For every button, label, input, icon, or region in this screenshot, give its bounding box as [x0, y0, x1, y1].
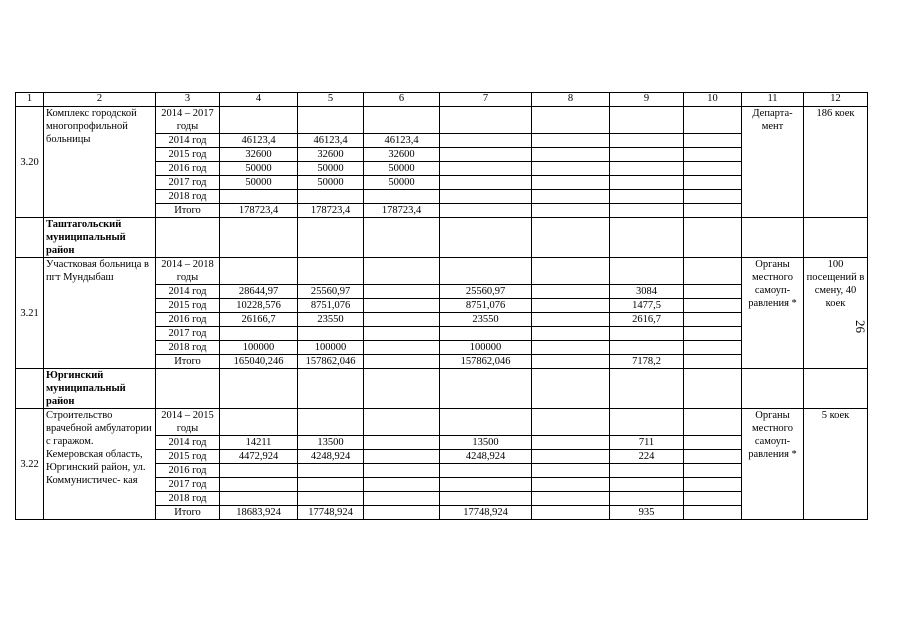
- value-cell-8: [532, 313, 610, 327]
- value-cell-10: [684, 341, 742, 355]
- year-cell: 2017 год: [156, 176, 220, 190]
- header-cell: 11: [742, 93, 804, 107]
- empty-cell: [610, 409, 684, 436]
- value-cell-10: [684, 299, 742, 313]
- empty-cell: [610, 218, 684, 258]
- value-cell-10: [684, 355, 742, 369]
- header-cell: 5: [298, 93, 364, 107]
- value-cell-5: 17748,924: [298, 506, 364, 520]
- empty-cell: [220, 258, 298, 285]
- empty-cell: [532, 409, 610, 436]
- value-cell-7: [440, 148, 532, 162]
- row-number: 3.21: [16, 258, 44, 369]
- year-cell: 2014 год: [156, 285, 220, 299]
- empty-cell: [532, 369, 610, 409]
- header-cell: 4: [220, 93, 298, 107]
- period-cell: 2014 – 2015 годы: [156, 409, 220, 436]
- value-cell-6: [364, 492, 440, 506]
- row-number: 3.22: [16, 409, 44, 520]
- header-cell: 1: [16, 93, 44, 107]
- value-cell-9: 935: [610, 506, 684, 520]
- empty-cell: [684, 218, 742, 258]
- year-cell: 2015 год: [156, 148, 220, 162]
- value-cell-7: 25560,97: [440, 285, 532, 299]
- period-cell: 2014 – 2017 годы: [156, 107, 220, 134]
- header-cell: 12: [804, 93, 868, 107]
- empty-cell: [298, 258, 364, 285]
- empty-cell: [364, 107, 440, 134]
- value-cell-10: [684, 134, 742, 148]
- value-cell-5: [298, 478, 364, 492]
- empty-cell: [684, 107, 742, 134]
- value-cell-9: [610, 492, 684, 506]
- value-cell-9: [610, 327, 684, 341]
- value-cell-7: 8751,076: [440, 299, 532, 313]
- value-cell-7: 17748,924: [440, 506, 532, 520]
- table-row: [16, 409, 868, 436]
- empty-cell: [16, 218, 44, 258]
- value-cell-8: [532, 436, 610, 450]
- value-cell-7: 100000: [440, 341, 532, 355]
- empty-cell: [804, 369, 868, 409]
- capacity-cell: 186 коек: [804, 107, 868, 218]
- value-cell-8: [532, 204, 610, 218]
- value-cell-8: [532, 176, 610, 190]
- empty-cell: [16, 369, 44, 409]
- value-cell-5: 13500: [298, 436, 364, 450]
- year-cell: 2017 год: [156, 327, 220, 341]
- value-cell-9: [610, 204, 684, 218]
- value-cell-8: [532, 478, 610, 492]
- value-cell-8: [532, 148, 610, 162]
- value-cell-10: [684, 464, 742, 478]
- empty-cell: [684, 258, 742, 285]
- responsible-cell: Департа- мент: [742, 107, 804, 218]
- value-cell-4: 178723,4: [220, 204, 298, 218]
- value-cell-4: 28644,97: [220, 285, 298, 299]
- header-cell: 3: [156, 93, 220, 107]
- empty-cell: [742, 369, 804, 409]
- value-cell-4: 50000: [220, 162, 298, 176]
- value-cell-6: [364, 450, 440, 464]
- district-name: Юргинский муниципальный район: [44, 369, 156, 409]
- value-cell-4: 46123,4: [220, 134, 298, 148]
- value-cell-8: [532, 299, 610, 313]
- value-cell-5: [298, 190, 364, 204]
- value-cell-8: [532, 355, 610, 369]
- year-cell: 2016 год: [156, 162, 220, 176]
- value-cell-4: 26166,7: [220, 313, 298, 327]
- value-cell-4: 165040,246: [220, 355, 298, 369]
- value-cell-5: 100000: [298, 341, 364, 355]
- empty-cell: [532, 107, 610, 134]
- empty-cell: [298, 218, 364, 258]
- value-cell-10: [684, 190, 742, 204]
- value-cell-8: [532, 285, 610, 299]
- value-cell-9: 3084: [610, 285, 684, 299]
- empty-cell: [440, 258, 532, 285]
- value-cell-4: 50000: [220, 176, 298, 190]
- empty-cell: [610, 107, 684, 134]
- year-cell: Итого: [156, 506, 220, 520]
- value-cell-5: 32600: [298, 148, 364, 162]
- value-cell-9: [610, 478, 684, 492]
- table-row: [16, 218, 868, 258]
- value-cell-10: [684, 148, 742, 162]
- value-cell-4: 32600: [220, 148, 298, 162]
- value-cell-4: [220, 190, 298, 204]
- value-cell-6: [364, 190, 440, 204]
- value-cell-7: 157862,046: [440, 355, 532, 369]
- empty-cell: [220, 369, 298, 409]
- empty-cell: [440, 107, 532, 134]
- value-cell-4: [220, 492, 298, 506]
- header-cell: 10: [684, 93, 742, 107]
- responsible-cell: Органы местного самоуп- равления *: [742, 409, 804, 520]
- header-cell: 7: [440, 93, 532, 107]
- value-cell-5: 50000: [298, 176, 364, 190]
- value-cell-4: [220, 478, 298, 492]
- value-cell-7: [440, 464, 532, 478]
- value-cell-7: [440, 327, 532, 341]
- value-cell-6: 50000: [364, 162, 440, 176]
- year-cell: 2016 год: [156, 313, 220, 327]
- value-cell-6: 178723,4: [364, 204, 440, 218]
- value-cell-9: 224: [610, 450, 684, 464]
- value-cell-9: [610, 190, 684, 204]
- header-cell: 9: [610, 93, 684, 107]
- value-cell-8: [532, 162, 610, 176]
- value-cell-5: [298, 327, 364, 341]
- year-cell: 2016 год: [156, 464, 220, 478]
- year-cell: 2018 год: [156, 341, 220, 355]
- capacity-cell: 5 коек: [804, 409, 868, 520]
- value-cell-10: [684, 478, 742, 492]
- value-cell-4: [220, 464, 298, 478]
- capacity-cell: 100 посещений в смену, 40 коек: [804, 258, 868, 369]
- value-cell-6: [364, 436, 440, 450]
- value-cell-6: [364, 313, 440, 327]
- table-row: [16, 258, 868, 285]
- value-cell-10: [684, 176, 742, 190]
- value-cell-7: [440, 134, 532, 148]
- value-cell-8: [532, 464, 610, 478]
- value-cell-5: [298, 492, 364, 506]
- value-cell-8: [532, 327, 610, 341]
- value-cell-9: [610, 341, 684, 355]
- value-cell-7: 13500: [440, 436, 532, 450]
- value-cell-5: 46123,4: [298, 134, 364, 148]
- responsible-cell: Органы местного самоуп- равления *: [742, 258, 804, 369]
- value-cell-5: 178723,4: [298, 204, 364, 218]
- value-cell-7: [440, 492, 532, 506]
- value-cell-8: [532, 190, 610, 204]
- value-cell-5: 8751,076: [298, 299, 364, 313]
- year-cell: 2014 год: [156, 436, 220, 450]
- value-cell-10: [684, 204, 742, 218]
- budget-table: [15, 92, 868, 520]
- value-cell-9: 1477,5: [610, 299, 684, 313]
- value-cell-9: [610, 464, 684, 478]
- district-name: Таштагольский муниципальный район: [44, 218, 156, 258]
- value-cell-8: [532, 341, 610, 355]
- empty-cell: [532, 258, 610, 285]
- empty-cell: [220, 409, 298, 436]
- empty-cell: [610, 258, 684, 285]
- empty-cell: [804, 218, 868, 258]
- value-cell-10: [684, 436, 742, 450]
- empty-cell: [220, 218, 298, 258]
- value-cell-6: [364, 327, 440, 341]
- value-cell-6: [364, 464, 440, 478]
- value-cell-5: 23550: [298, 313, 364, 327]
- year-cell: 2014 год: [156, 134, 220, 148]
- value-cell-8: [532, 492, 610, 506]
- empty-cell: [684, 369, 742, 409]
- empty-cell: [440, 369, 532, 409]
- table-row: [16, 93, 868, 107]
- header-cell: 2: [44, 93, 156, 107]
- value-cell-9: [610, 148, 684, 162]
- value-cell-5: 50000: [298, 162, 364, 176]
- value-cell-10: [684, 313, 742, 327]
- value-cell-10: [684, 506, 742, 520]
- value-cell-4: 18683,924: [220, 506, 298, 520]
- value-cell-10: [684, 492, 742, 506]
- empty-cell: [440, 218, 532, 258]
- empty-cell: [532, 218, 610, 258]
- header-cell: 6: [364, 93, 440, 107]
- value-cell-6: 50000: [364, 176, 440, 190]
- value-cell-7: 4248,924: [440, 450, 532, 464]
- empty-cell: [364, 369, 440, 409]
- value-cell-6: [364, 355, 440, 369]
- period-cell: 2014 – 2018 годы: [156, 258, 220, 285]
- empty-cell: [156, 218, 220, 258]
- value-cell-6: [364, 299, 440, 313]
- value-cell-9: [610, 134, 684, 148]
- value-cell-9: 7178,2: [610, 355, 684, 369]
- row-number: 3.20: [16, 107, 44, 218]
- empty-cell: [684, 409, 742, 436]
- empty-cell: [364, 218, 440, 258]
- table-row: [16, 107, 868, 134]
- value-cell-6: [364, 506, 440, 520]
- empty-cell: [364, 409, 440, 436]
- value-cell-10: [684, 327, 742, 341]
- object-name: Строительство врачебной амбулатории с гаражом. Кемеровская область, Юргинский район, ул. Коммунистичес- кая: [44, 409, 156, 520]
- value-cell-4: 14211: [220, 436, 298, 450]
- value-cell-10: [684, 450, 742, 464]
- year-cell: 2017 год: [156, 478, 220, 492]
- year-cell: 2015 год: [156, 299, 220, 313]
- value-cell-4: [220, 327, 298, 341]
- value-cell-8: [532, 450, 610, 464]
- value-cell-7: 23550: [440, 313, 532, 327]
- value-cell-10: [684, 285, 742, 299]
- empty-cell: [298, 369, 364, 409]
- header-cell: 8: [532, 93, 610, 107]
- value-cell-6: [364, 478, 440, 492]
- value-cell-4: 4472,924: [220, 450, 298, 464]
- value-cell-9: 711: [610, 436, 684, 450]
- year-cell: Итого: [156, 204, 220, 218]
- value-cell-7: [440, 190, 532, 204]
- value-cell-8: [532, 506, 610, 520]
- empty-cell: [298, 409, 364, 436]
- value-cell-9: [610, 176, 684, 190]
- year-cell: 2018 год: [156, 190, 220, 204]
- value-cell-7: [440, 204, 532, 218]
- year-cell: Итого: [156, 355, 220, 369]
- value-cell-9: [610, 162, 684, 176]
- value-cell-5: 157862,046: [298, 355, 364, 369]
- year-cell: 2018 год: [156, 492, 220, 506]
- empty-cell: [440, 409, 532, 436]
- value-cell-4: 100000: [220, 341, 298, 355]
- value-cell-9: 2616,7: [610, 313, 684, 327]
- value-cell-6: 46123,4: [364, 134, 440, 148]
- value-cell-6: [364, 341, 440, 355]
- empty-cell: [364, 258, 440, 285]
- empty-cell: [610, 369, 684, 409]
- value-cell-6: 32600: [364, 148, 440, 162]
- value-cell-5: 25560,97: [298, 285, 364, 299]
- value-cell-7: [440, 176, 532, 190]
- year-cell: 2015 год: [156, 450, 220, 464]
- empty-cell: [220, 107, 298, 134]
- value-cell-8: [532, 134, 610, 148]
- object-name: Комплекс городской многопрофильной больницы: [44, 107, 156, 218]
- value-cell-6: [364, 285, 440, 299]
- value-cell-10: [684, 162, 742, 176]
- value-cell-7: [440, 162, 532, 176]
- value-cell-7: [440, 478, 532, 492]
- object-name: Участковая больница в пгт Мундыбаш: [44, 258, 156, 369]
- value-cell-4: 10228,576: [220, 299, 298, 313]
- value-cell-5: [298, 464, 364, 478]
- page-number: 26: [853, 320, 868, 333]
- empty-cell: [742, 218, 804, 258]
- empty-cell: [156, 369, 220, 409]
- empty-cell: [298, 107, 364, 134]
- value-cell-5: 4248,924: [298, 450, 364, 464]
- table-row: [16, 369, 868, 409]
